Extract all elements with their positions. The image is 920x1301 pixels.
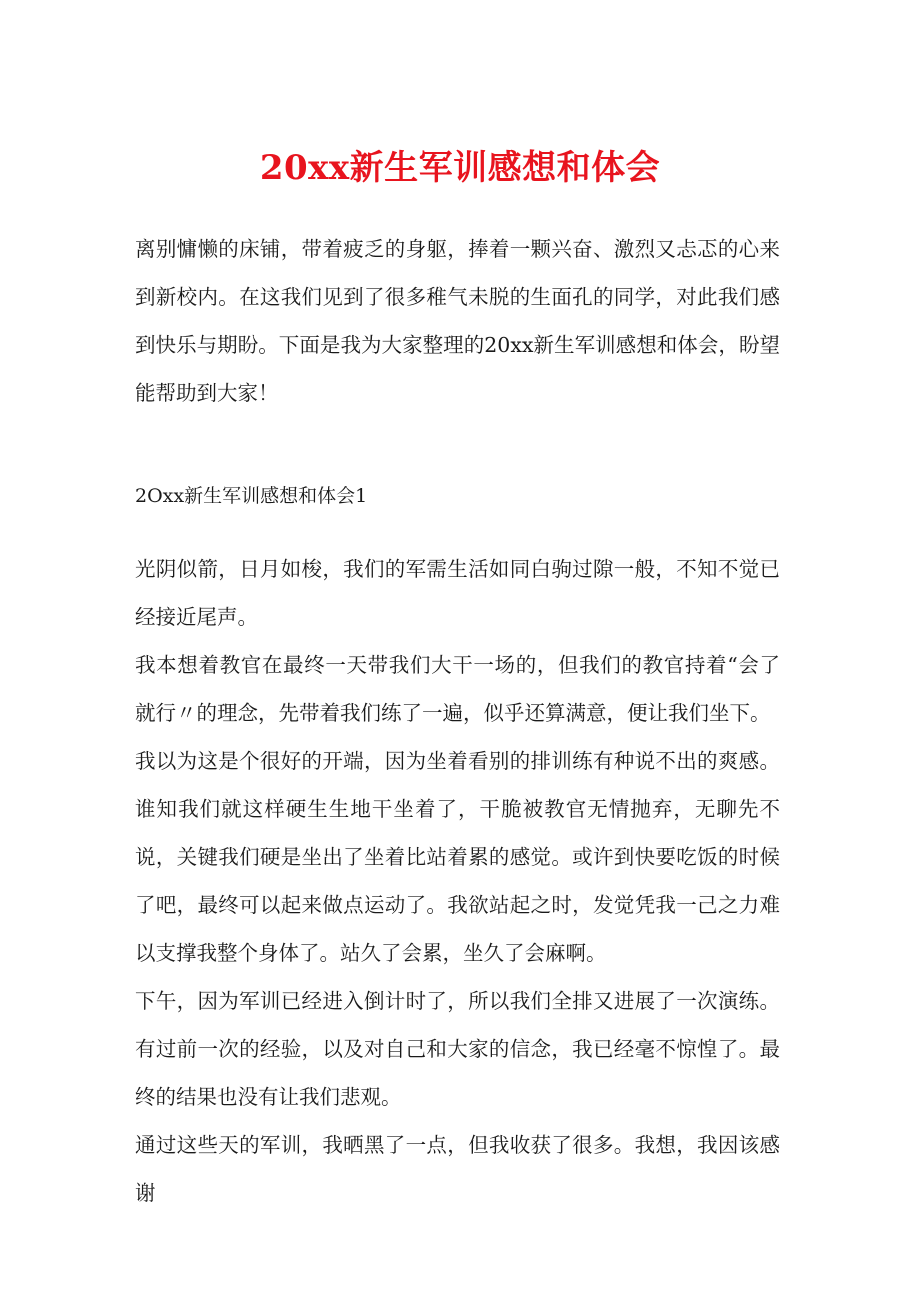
section-heading: 2Oxx新生军训感想和体会1 [135,485,368,507]
paragraph-4: 下午，因为军训已经进入倒计时了，所以我们全排又进展了一次演练。有过前一次的经验，以及对自己和大家的信念，我已经毫不惊惶了。最终的结果也没有让我们悲观。 [135,989,780,1109]
document-title: 20xx新生军训感想和体会 [259,148,661,188]
intro-paragraph: 离别慵懒的床铺，带着疲乏的身躯，捧着一颗兴奋、激烈又忐忑的心来到新校内。在这我们见到了很多稚气未脱的生面孔的同学，对此我们感到快乐与期盼。下面是我为大家整理的20xx新生军训感想和体会，盼望能帮助到大家！ [135,237,780,405]
paragraph-5: 通过这些天的军训，我晒黑了一点，但我收获了很多。我想，我因该感谢 [135,1133,780,1205]
paragraph-3: 我以为这是个很好的开端，因为坐着看别的排训练有种说不出的爽感。谁知我们就这样硬生生地干坐着了，干脆被教官无情抛弃，无聊先不说，关键我们硬是坐出了坐着比站着累的感觉。或许到快要吃饭的时候了吧，最终可以起来做点运动了。我欲站起之时，发觉凭我一己之力难以支撑我整个身体了。站久了会累，坐久了会麻啊。 [135,749,780,965]
paragraph-1: 光阴似箭，日月如梭，我们的军需生活如同白驹过隙一般，不知不觉已经接近尾声。 [135,557,780,629]
paragraph-2: 我本想着教官在最终一天带我们大干一场的，但我们的教官持着“会了就行〃的理念，先带着我们练了一遍，似乎还算满意，便让我们坐下。 [135,653,780,725]
